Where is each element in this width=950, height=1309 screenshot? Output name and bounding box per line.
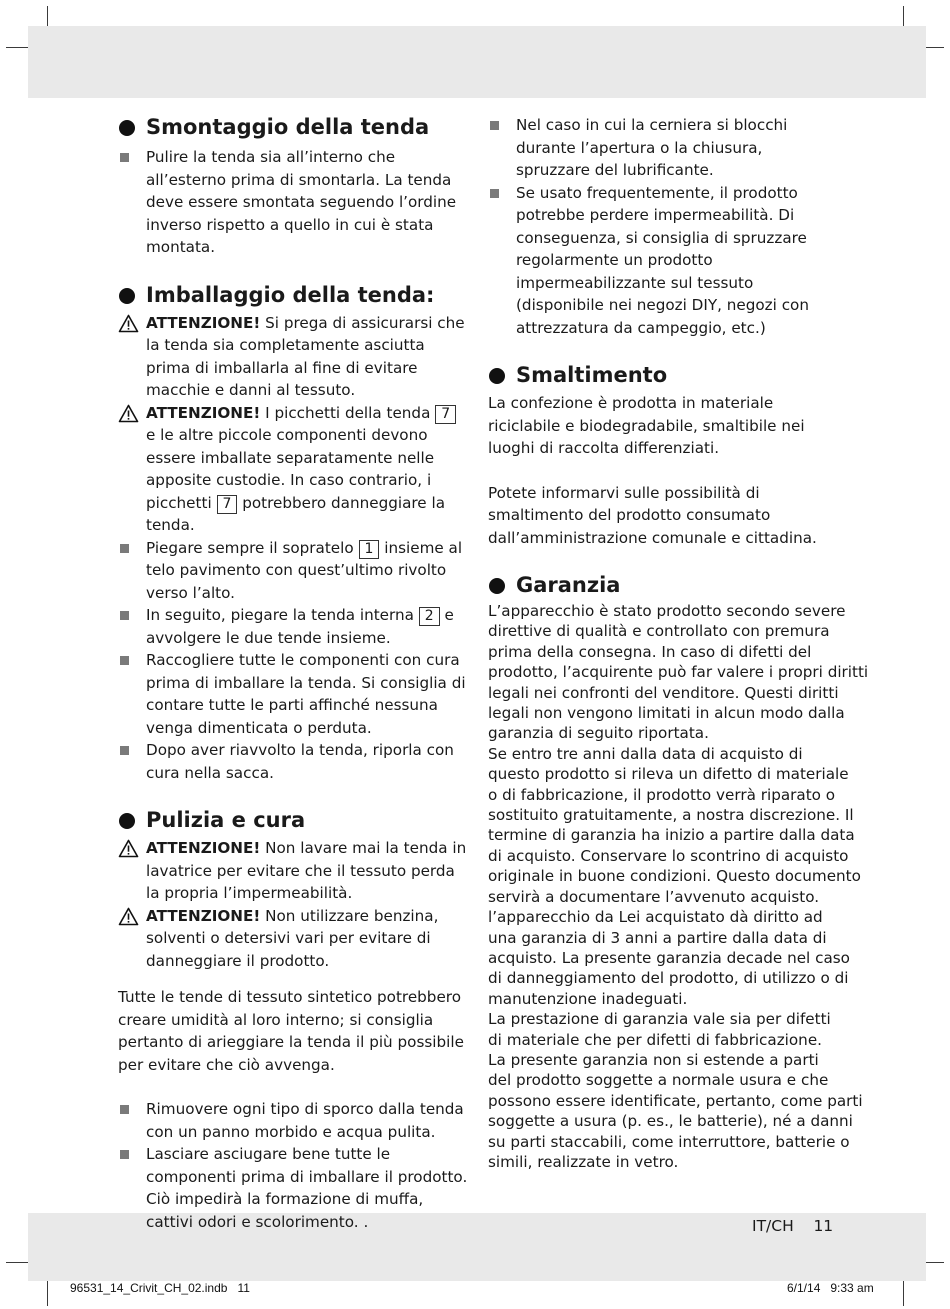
square-bullet-icon — [120, 746, 129, 755]
warranty-line: l’apparecchio da Lei acquistato dà diritto ad — [488, 908, 823, 927]
warning-item: ATTENZIONE! Non lavare mai la tenda in lavatrice per evitare che il tessuto perda la propria l’impermeabilità. — [118, 837, 468, 905]
page-number: IT/CH 11 — [752, 1217, 834, 1235]
print-slug-file: 96531_14_Crivit_CH_02.indb 11 — [70, 1281, 250, 1295]
right-column — [488, 114, 869, 1172]
header-band — [28, 26, 926, 98]
warning-triangle-icon — [118, 907, 139, 926]
paragraph: Potete informarvi sulle possibilità di smaltimento del prodotto consumato dall’amministrazione comunale e cittadina. — [488, 483, 817, 547]
warranty-line: possono essere identificate, pertanto, come parti — [488, 1091, 863, 1110]
warning-item: ATTENZIONE! Si prega di assicurarsi che la tenda sia completamente asciutta prima di imballarla al fine di evitare macchie e danni al tessuto. — [118, 312, 468, 402]
list-item: Lasciare asciugare bene tutte le componenti prima di imballare il prodotto. Ciò impedirà la formazione di muffa, cattivi odori e scolorimento. . — [118, 1143, 468, 1233]
square-bullet-icon — [120, 1150, 129, 1159]
warranty-line: soggette a usura (p. es., le batterie), né a danni — [488, 1112, 853, 1131]
warranty-line: L’apparecchio è stato prodotto secondo severe — [488, 602, 846, 620]
warranty-line: servirà a documentare l’avvenuto acquisto. — [488, 887, 820, 906]
paragraph: La confezione è prodotta in materiale riciclabile e biodegradabile, smaltibile nei luoghi di raccolta differenziati. — [488, 394, 805, 457]
warranty-line: acquisto. La presente garanzia decade nel caso — [488, 948, 850, 967]
section-heading: Garanzia — [488, 571, 838, 599]
bullet-dot-icon — [119, 813, 135, 829]
square-bullet-icon — [120, 611, 129, 620]
paragraph: Tutte le tende di tessuto sintetico potrebbero creare umidità al loro interno; si consiglia pertanto di arieggiare la tenda il più possibile per evitare che ciò avvenga. — [118, 988, 464, 1074]
square-bullet-icon — [120, 1105, 129, 1114]
warning-triangle-icon — [118, 839, 139, 858]
warning-triangle-icon — [118, 314, 139, 333]
section-heading: Pulizia e cura — [118, 806, 468, 834]
bullet-dot-icon — [119, 120, 135, 136]
warranty-line: di materiale che per difetti di fabbricazione. — [488, 1030, 822, 1049]
warranty-line: La presente garanzia non si estende a parti — [488, 1050, 819, 1069]
list-item: In seguito, piegare la tenda interna 2 e avvolgere le due tende insieme. — [118, 604, 468, 649]
warranty-line: La prestazione di garanzia vale sia per difetti — [488, 1010, 831, 1029]
square-bullet-icon — [490, 121, 499, 130]
section-heading: Smontaggio della tenda — [118, 113, 468, 141]
warranty-line: legali nei confronti del venditore. Questi diritti — [488, 683, 839, 702]
warranty-line: del prodotto soggette a normale usura e che — [488, 1071, 829, 1090]
section-heading: Imballaggio della tenda: — [118, 281, 468, 309]
warranty-line: di acquisto. Conservare lo scontrino di acquisto — [488, 846, 849, 865]
square-bullet-icon — [120, 544, 129, 553]
list-item: Raccogliere tutte le componenti con cura prima di imballare la tenda. Si consiglia di contare tutte le parti affinché nessuna venga dimenticata o perduta. — [118, 649, 468, 739]
bullet-dot-icon — [489, 368, 505, 384]
square-bullet-icon — [120, 153, 129, 162]
warranty-line: legali non vengono limitati in alcun modo dalla — [488, 704, 845, 723]
list-item: Dopo aver riavvolto la tenda, riporla con cura nella sacca. — [118, 739, 468, 784]
left-column — [118, 113, 468, 1233]
warranty-line: termine di garanzia ha inizio a partire dalla data — [488, 826, 855, 845]
part-number-box: 7 — [435, 405, 456, 424]
part-number-box: 7 — [217, 495, 238, 514]
list-item: Nel caso in cui la cerniera si blocchi durante l’apertura o la chiusura, spruzzare del lubrificante. — [488, 114, 838, 182]
list-item: Pulire la tenda sia all’interno che all’esterno prima di smontarla. La tenda deve essere smontata seguendo l’ordine inverso rispetto a quello in cui è stata montata. — [118, 146, 468, 259]
warranty-line: una garanzia di 3 anni a partire dalla data di — [488, 928, 827, 947]
warranty-line: Se entro tre anni dalla data di acquisto di — [488, 744, 803, 763]
warranty-line: prima della consegna. In caso di difetti del — [488, 642, 812, 661]
warranty-line: manutenzione inadeguati. — [488, 989, 688, 1008]
warranty-line: sostituito gratuitamente, a nostra discrezione. Il — [488, 806, 854, 825]
warning-triangle-icon — [118, 404, 139, 423]
bullet-dot-icon — [489, 578, 505, 594]
bullet-dot-icon — [119, 288, 135, 304]
section-heading: Smaltimento — [488, 361, 838, 389]
warranty-text — [488, 601, 869, 1172]
warranty-line: questo prodotto si rileva un difetto di materiale — [488, 765, 849, 784]
warranty-line: direttive di qualità e controllato con premura — [488, 622, 830, 641]
square-bullet-icon — [120, 656, 129, 665]
part-number-box: 1 — [359, 540, 380, 559]
warranty-line: simili, realizzate in vetro. — [488, 1152, 679, 1171]
print-slug-date: 6/1/14 9:33 am — [787, 1281, 874, 1295]
warranty-line: garanzia di seguito riportata. — [488, 724, 709, 743]
warranty-line: prodotto, l’acquirente può far valere i propri diritti — [488, 663, 869, 682]
square-bullet-icon — [490, 189, 499, 198]
list-item: Piegare sempre il sopratelo 1 insieme al telo pavimento con quest’ultimo rivolto verso l’alto. — [118, 537, 468, 605]
part-number-box: 2 — [419, 607, 440, 626]
warranty-line: di danneggiamento del prodotto, di utilizzo o di — [488, 969, 849, 988]
warning-item: ATTENZIONE! Non utilizzare benzina, solventi o detersivi vari per evitare di danneggiare il prodotto. — [118, 905, 468, 973]
warning-item: ATTENZIONE! I picchetti della tenda 7 e le altre piccole componenti devono essere imballate separatamente nelle apposite custodie. In caso contrario, i picchetti 7 potrebbero danneggiare la tenda. — [118, 402, 468, 537]
warranty-line: originale in buone condizioni. Questo documento — [488, 867, 861, 886]
warranty-line: su parti staccabili, come interruttore, batterie o — [488, 1132, 850, 1151]
list-item: Se usato frequentemente, il prodotto potrebbe perdere impermeabilità. Di conseguenza, si consiglia di spruzzare regolarmente un prodotto impermeabilizzante sul tessuto (disponibile nei negozi DIY, negozi con attrezzatura da campeggio, etc.) — [488, 182, 838, 340]
warranty-line: o di fabbricazione, il prodotto verrà riparato o — [488, 785, 836, 804]
list-item: Rimuovere ogni tipo di sporco dalla tenda con un panno morbido e acqua pulita. — [118, 1098, 468, 1143]
